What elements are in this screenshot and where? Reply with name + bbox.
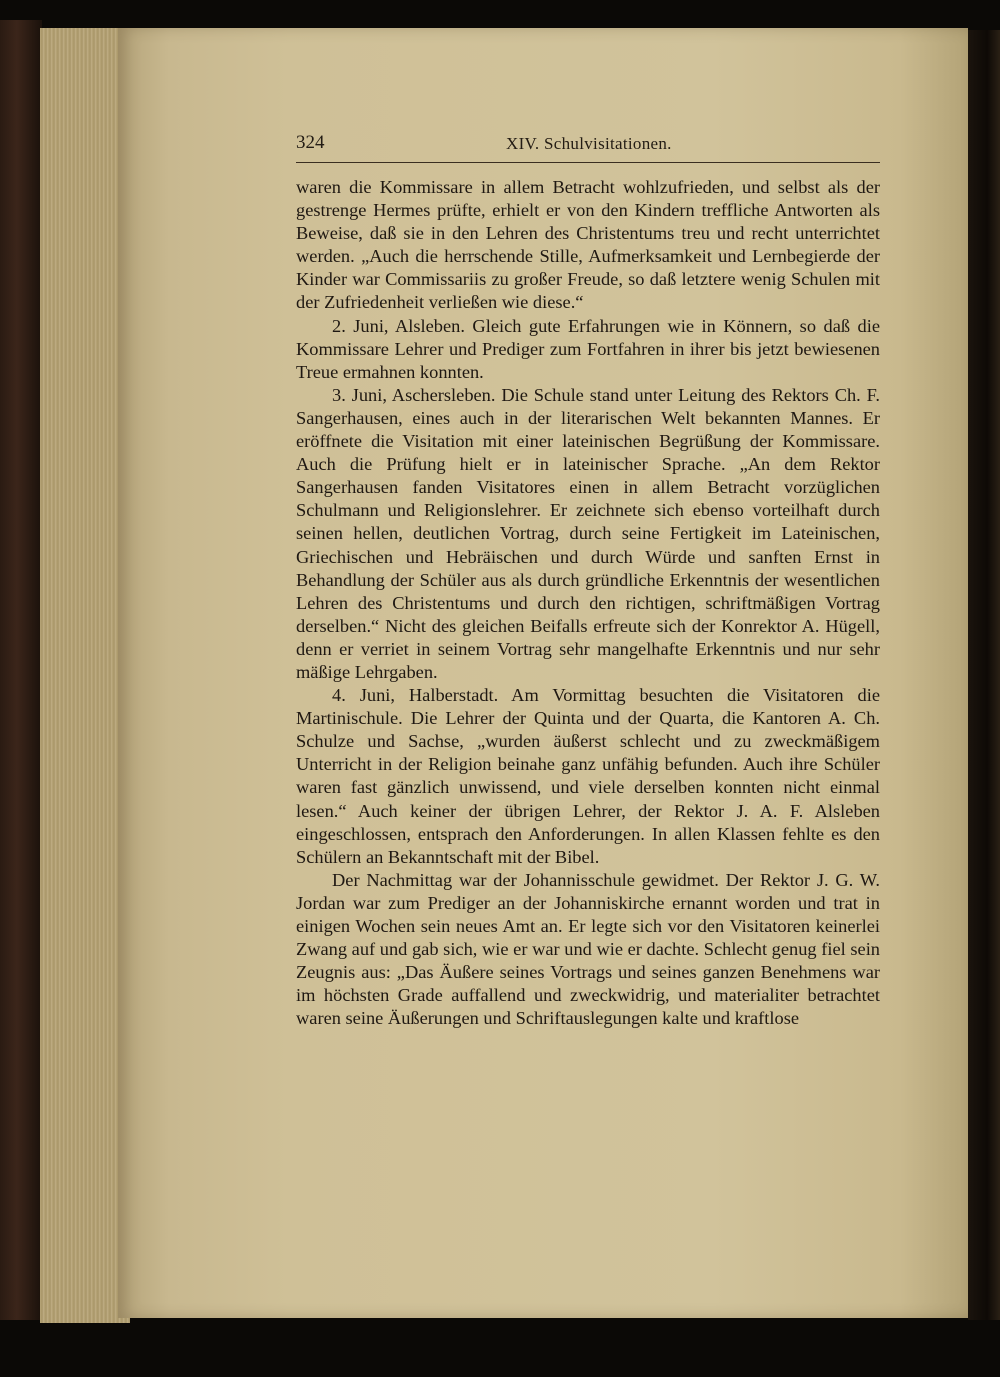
page-number: 324 xyxy=(296,132,325,153)
page-stack-edge xyxy=(40,28,130,1323)
page-header xyxy=(296,132,880,156)
paragraph: Der Nachmittag war der Johannisschule gewidmet. Der Rektor J. G. W. Jordan war zum Prediger an der Johanniskirche ernannt worden und trat in einigen Wochen sein neues Amt an. Er legte sich vor den Visitatoren keinerlei Zwang auf und gab sich, wie er war und wie er dachte. Schlecht genug fiel sein Zeugnis aus: „Das Äußere seines Vortrags und seines ganzen Benehmens war im höchsten Grade auffallend und zweckwidrig, und materialiter betrachtet waren seine Äußerungen und Schriftauslegungen kalte und kraftlose xyxy=(296,869,880,1029)
paragraph: 4. Juni, Halberstadt. Am Vormittag besuchten die Visitatoren die Martinischule. Die Lehrer der Quinta und der Quarta, die Kantoren A. Ch. Schulze und Sachse, „wurden äußerst schlecht und zu zweckmäßigem Unterricht in der Religion beinahe ganz unfähig befunden. Auch ihre Schüler waren fast gänzlich unwissend, und viele derselben konnten nicht einmal lesen.“ Auch keiner der übrigen Lehrer, der Rektor J. A. F. Alsleben eingeschlossen, entsprach den Anforderungen. In allen Klassen fehlte es den Schülern an Bekanntschaft mit der Bibel. xyxy=(296,685,880,867)
facing-page-edge xyxy=(968,30,1000,1320)
body-text xyxy=(296,176,880,1030)
header-rule xyxy=(296,162,880,163)
paragraph: 2. Juni, Alsleben. Gleich gute Erfahrungen wie in Könnern, so daß die Kommissare Lehrer und Prediger zum Fortfahren in ihrer bis jetzt bewiesenen Treue ermahnen konnten. xyxy=(296,315,880,382)
running-title: XIV. Schulvisitationen. xyxy=(506,134,672,153)
paragraph: waren die Kommissare in allem Betracht wohlzufrieden, und selbst als der gestrenge Hermes prüfte, erhielt er von den Kindern treffliche Antworten als Beweise, daß sie in den Lehren des Christentums treu und recht unterrichtet werden. „Auch die herrschende Stille, Aufmerksamkeit und Lernbegierde der Kinder war Commissariis zu großer Freude, so daß letztere wenig Schulen mit der Zufriedenheit verließen wie diese.“ xyxy=(296,177,880,313)
book-cover-edge xyxy=(0,20,42,1320)
paragraph: 3. Juni, Aschersleben. Die Schule stand unter Leitung des Rektors Ch. F. Sangerhausen, eines auch in der literarischen Welt bekannten Mannes. Er eröffnete die Visitation mit einer lateinischen Begrüßung der Kommissare. Auch die Prüfung hielt er in lateinischer Sprache. „An dem Rektor Sangerhausen fanden Visitatores einen in allem Betracht vorzüglichen Schulmann und Religionslehrer. Er zeichnete sich ebenso vorteilhaft durch seinen hellen, deutlichen Vortrag, durch seine Fertigkeit im Lateinischen, Griechischen und Hebräischen und durch Würde und sanften Ernst in Behandlung der Schüler aus als durch gründliche Erkenntnis der wesentlichen Lehren des Christentums und durch den richtigen, schriftmäßigen Vortrag derselben.“ Nicht des gleichen Beifalls erfreute sich der Konrektor A. Hügell, denn er verriet in seinem Vortrag sehr mangelhafte Erkenntnis und nur sehr mäßige Lehrgaben. xyxy=(296,384,880,682)
